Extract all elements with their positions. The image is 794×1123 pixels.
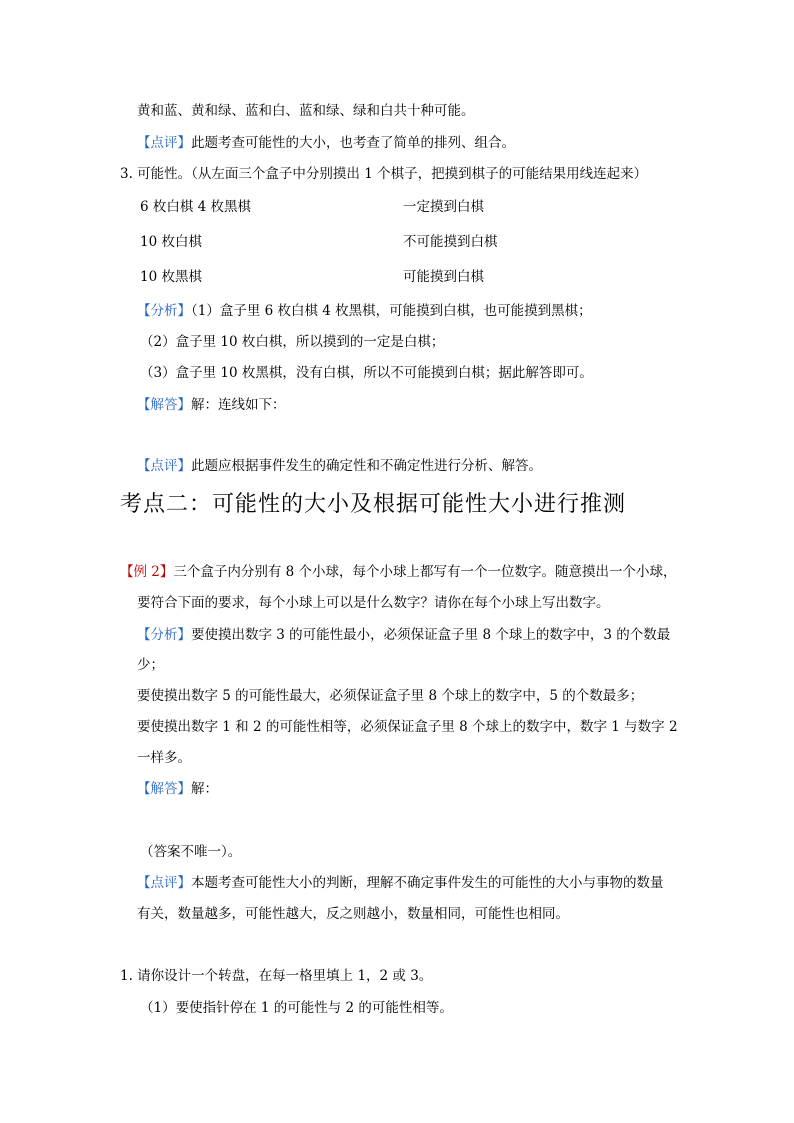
right-option-1: 一定摸到白棋 [403, 199, 484, 215]
practice-1-title: 1. 请你设计一个转盘，在每一格里填上 1，2 或 3。 [120, 968, 433, 984]
q3-comment-tag: 【点评】 [137, 458, 191, 474]
ex2-analysis-line-3: 要使摸出数字 1 和 2 的可能性相等，必须保证盒子里 8 个球上的数字中，数字 1 与数字 2 [137, 719, 678, 735]
comment-text: 此题考查可能性的大小，也考查了简单的排列、组合。 [191, 135, 515, 151]
ex2-analysis-line-3b: 一样多。 [137, 750, 191, 766]
example-2-line-1 [120, 562, 677, 582]
question-3-title: 3. 可能性。（从左面三个盒子中分别摸出 1 个棋子，把摸到棋子的可能结果用线连起来） [120, 166, 648, 182]
analysis-line-1 [137, 301, 592, 321]
text-line-combinations: 黄和蓝、黄和绿、蓝和白、蓝和绿、绿和白共十种可能。 [137, 103, 475, 119]
left-option-3: 10 枚黑棋 [140, 269, 202, 285]
left-option-2: 10 枚白棋 [140, 234, 202, 250]
ex2-answer-text: 解： [191, 781, 218, 797]
answer-text: 解：连线如下： [191, 397, 286, 413]
comment-tag: 【点评】 [137, 135, 191, 151]
left-option-1: 6 枚白棋 4 枚黑棋 [140, 199, 252, 215]
example-2-text-1: 三个盒子内分别有 8 个小球，每个小球上都写有一个一位数字。随意摸出一个小球， [173, 564, 677, 580]
example-2-tag: 【例 2】 [120, 564, 174, 580]
example-2-line-2: 要符合下面的要求，每个小球上可以是什么数字？请你在每个小球上写出数字。 [137, 595, 610, 611]
ex2-analysis-tag: 【分析】 [137, 627, 191, 643]
ex2-comment-tag: 【点评】 [137, 875, 191, 891]
ex2-analysis-line-1 [137, 625, 670, 645]
ex2-comment-line-2: 有关，数量越多，可能性越大，反之则越小，数量相同，可能性也相同。 [137, 906, 569, 922]
answer-line [137, 395, 286, 415]
right-option-2: 不可能摸到白棋 [403, 234, 498, 250]
q3-comment-text: 此题应根据事件发生的确定性和不确定性进行分析、解答。 [191, 458, 542, 474]
answer-tag: 【解答】 [137, 397, 191, 413]
analysis-text-1: （1）盒子里 6 枚白棋 4 枚黑棋，可能摸到白棋，也可能摸到黑棋； [191, 303, 592, 319]
comment-line [137, 133, 515, 153]
ex2-note: （答案不唯一）。 [140, 844, 242, 860]
ex2-answer-line [137, 779, 218, 799]
practice-1-sub-1: （1）要使指针停在 1 的可能性与 2 的可能性相等。 [140, 1000, 453, 1016]
ex2-analysis-line-1b: 少； [137, 657, 164, 673]
analysis-line-2: （2）盒子里 10 枚白棋，所以摸到的一定是白棋； [140, 334, 445, 350]
ex2-answer-tag: 【解答】 [137, 781, 191, 797]
q3-comment-line [137, 456, 542, 476]
section-title: 考点二：可能性的大小及根据可能性大小进行推测 [120, 492, 627, 517]
analysis-line-3: （3）盒子里 10 枚黑棋，没有白棋，所以不可能摸到白棋；据此解答即可。 [140, 365, 593, 381]
ex2-analysis-line-2: 要使摸出数字 5 的可能性最大，必须保证盒子里 8 个球上的数字中，5 的个数最多； [137, 688, 644, 704]
right-option-3: 可能摸到白棋 [403, 269, 484, 285]
ex2-comment-line-1 [137, 873, 664, 893]
ex2-comment-text-1: 本题考查可能性大小的判断，理解不确定事件发生的可能性的大小与事物的数量 [191, 875, 664, 891]
analysis-tag: 【分析】 [137, 303, 191, 319]
ex2-analysis-text-1: 要使摸出数字 3 的可能性最小，必须保证盒子里 8 个球上的数字中，3 的个数最 [191, 627, 671, 643]
